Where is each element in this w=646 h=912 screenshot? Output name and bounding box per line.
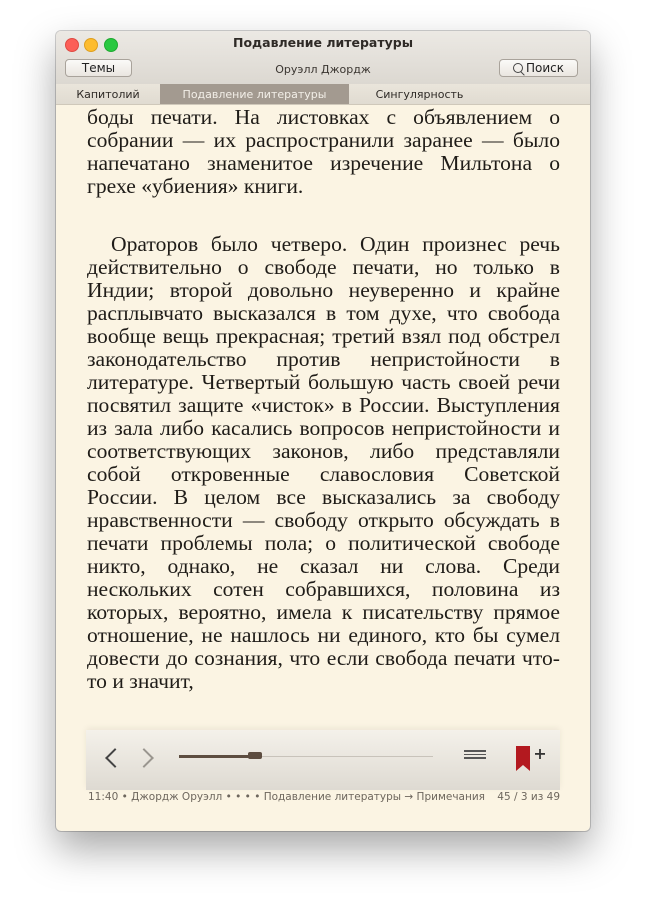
search-button-label: Поиск [525,61,564,75]
reader-controls [86,730,560,790]
book-author: Оруэлл Джордж [275,63,371,76]
add-bookmark-icon[interactable] [514,744,548,774]
status-footer [86,790,560,810]
next-page-icon[interactable] [134,748,154,768]
contents-menu-icon[interactable] [464,750,486,762]
progress-slider-handle[interactable] [248,752,262,759]
tab-suppression-of-literature[interactable]: Подавление литературы [160,84,349,104]
themes-button[interactable]: Темы [65,59,132,77]
document-tabs [56,84,590,105]
page-counter: 45 / 3 из 49 [497,791,560,803]
progress-slider-fill [179,755,255,758]
title-bar [56,31,590,85]
reading-status: 11:40 • Джордж Оруэлл • • • • Подавление литературы → Примечания [88,791,485,803]
previous-page-icon[interactable] [105,748,125,768]
search-button[interactable] [499,59,578,77]
search-icon [513,63,523,73]
book-page [87,104,560,730]
tab-capitol[interactable]: Капитолий [76,88,140,101]
reader-window [56,31,590,831]
window-title: Подавление литературы [232,35,413,50]
book-paragraph: боды печати. На листовках с объявлением о собрании — их распространили заранее — было напечатано знаменитое изречение Мильтона о грехе «убиения» книги. [87,105,560,198]
book-paragraph: Ораторов было четверо. Один произнес речь действительно о свободе печати, но только в Индии; второй довольно неуверенно и крайне расплывчато высказался в том духе, что свобода вообще вещь прекрасная; третий взял под обстрел законодательство против непристойности в литературе. Четвертый большую часть своей речи посвятил защите «чисток» в России. Выступления из зала либо касались вопросов непристойности и соответствующих законов, либо представляли собой откровенные славословия Советской России. В целом все высказались за свободу нравственности — свободу открыто обсуждать в печати проблемы пола; о политической свободе никто, однако, не сказал ни слова. Среди нескольких сотен собравшихся, половина из которых, вероятно, имела к писательству прямое отношение, не нашлось ни единого, кто бы сумел довести до сознания, что если свобода печати что-то и значит, [87,232,560,693]
tab-singularity[interactable]: Сингулярность [375,88,464,101]
